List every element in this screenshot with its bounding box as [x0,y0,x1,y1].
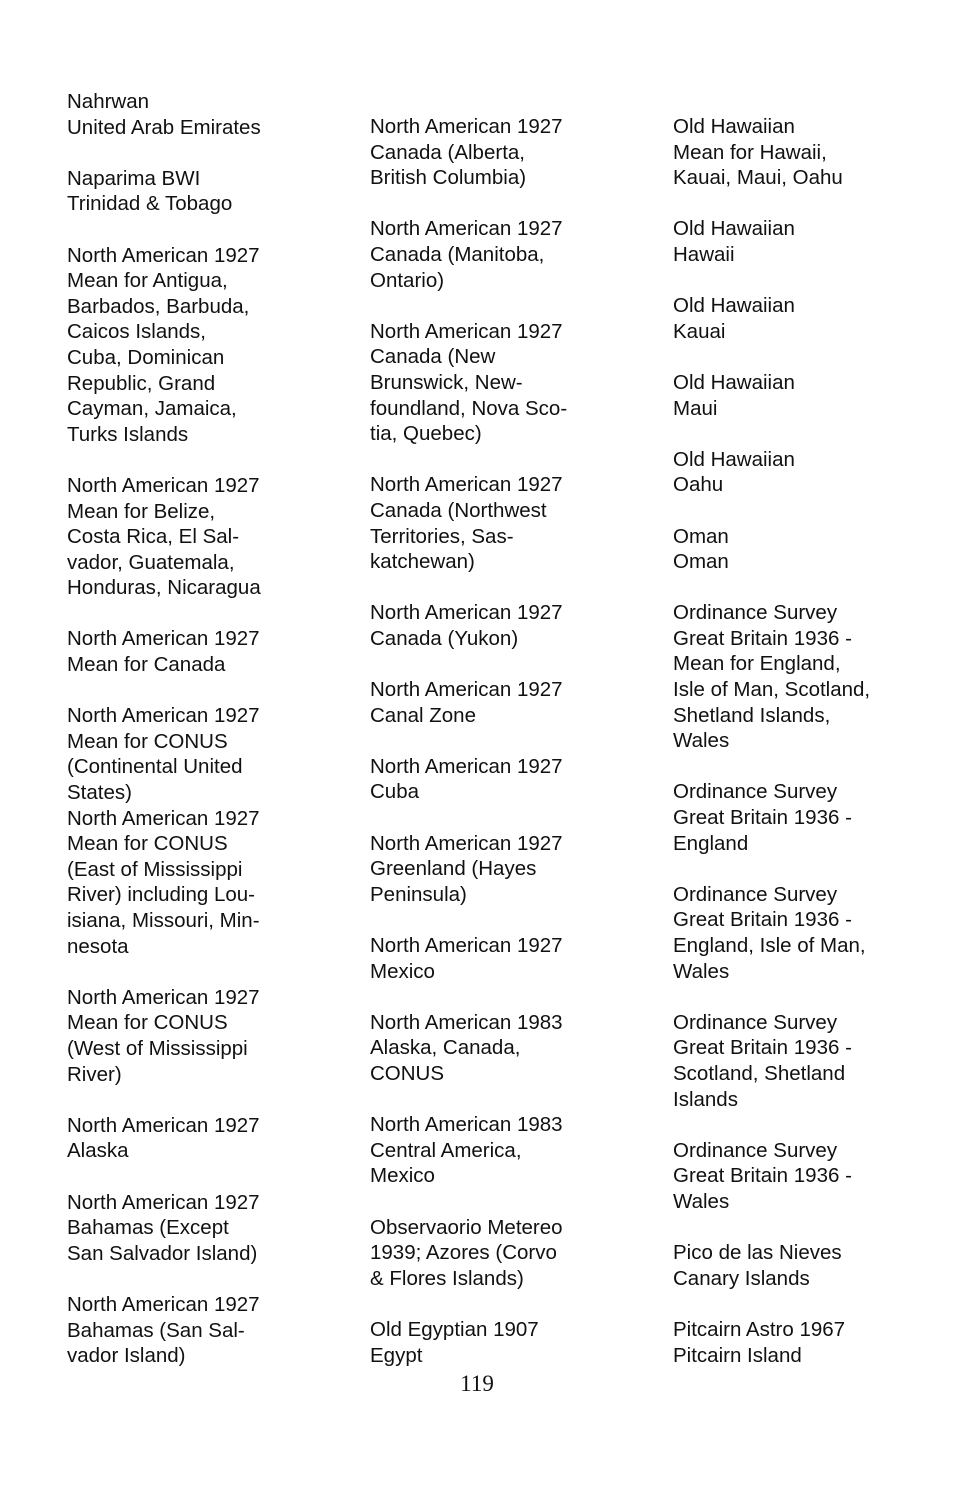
datum-entry: North American 1927 Mean for CONUS (West of Mississippi River) [67,985,260,1086]
datum-entry: North American 1927 Mean for Canada [67,627,260,677]
datum-entry: Pico de las Nieves Canary Islands [673,1241,842,1290]
datum-entry: Old Hawaiian Hawaii [673,217,795,266]
datum-entry: Old Hawaiian Kauai [673,294,795,343]
datum-entry: Ordinance Survey Great Britain 1936 - England [673,780,852,855]
datum-entry: Ordinance Survey Great Britain 1936 - Wales [673,1138,852,1213]
datum-entry: North American 1927 Canada (Yukon) [370,601,563,650]
datum-entry: Observaorio Metereo 1939; Azores (Corvo & Flores Islands) [370,1215,563,1290]
datum-entry: Old Hawaiian Oahu [673,447,795,497]
column-left [67,89,307,1394]
datum-entry: Ordinance Survey Great Britain 1936 - Scotland, Shetland Islands [673,1010,852,1111]
datum-entry: North American 1927 Bahamas (San Sal- vador Island) [67,1292,260,1368]
page-number: 119 [460,1371,494,1396]
datum-entry: North American 1927 Canada (Northwest Territories, Sas- katchewan) [370,473,563,574]
datum-entry: North American 1927 Canada (New Brunswick, New- foundland, Nova Sco- tia, Quebec) [370,319,568,446]
column-right [673,114,913,1394]
datum-entry: Pitcairn Astro 1967 Pitcairn Island [673,1317,846,1367]
datum-entry: North American 1927 Mean for Antigua, Barbados, Barbuda, Caicos Islands, Cuba, Dominican Republic, Grand Cayman, Jamaica, Turks Islands [67,243,260,446]
datum-entry: North American 1927 Mean for Belize, Costa Rica, El Sal- vador, Guatemala, Honduras, Nicaragua [67,473,261,600]
datum-entry: North American 1983 Alaska, Canada, CONUS [370,1010,563,1085]
datum-entry: North American 1927 Mean for CONUS (Continental United States) [67,704,260,805]
datum-entry: Ordinance Survey Great Britain 1936 - Mean for England, Isle of Man, Scotland, Shetland Islands, Wales [673,601,871,753]
column-middle [370,114,610,1394]
datum-entry: North American 1927 Cuba [370,754,563,804]
datum-entry: North American 1927 Canal Zone [370,678,563,727]
datum-entry: Old Hawaiian Maui [673,370,795,420]
datum-entry: North American 1927 Mean for CONUS (East of Mississippi River) including Lou- isiana, Missouri, Min- nesota [67,806,260,958]
datum-entry: North American 1983 Central America, Mexico [370,1113,563,1188]
datum-entry: North American 1927 Mexico [370,934,563,983]
datum-entry: North American 1927 Alaska [67,1113,260,1163]
datum-entry: North American 1927 Canada (Manitoba, Ontario) [370,217,563,292]
datum-entry: Nahrwan United Arab Emirates [67,90,261,139]
datum-entry: Old Egyptian 1907 Egypt [370,1317,539,1367]
datum-entry: North American 1927 Canada (Alberta, British Columbia) [370,115,563,190]
datum-entry: North American 1927 Bahamas (Except San Salvador Island) [67,1190,260,1265]
datum-entry: Old Hawaiian Mean for Hawaii, Kauai, Maui, Oahu [673,115,843,190]
datum-entry: Oman Oman [673,524,729,574]
datum-entry: Naparima BWI Trinidad & Tobago [67,166,233,216]
datum-entry: North American 1927 Greenland (Hayes Peninsula) [370,831,563,906]
datum-entry: Ordinance Survey Great Britain 1936 - England, Isle of Man, Wales [673,882,866,983]
